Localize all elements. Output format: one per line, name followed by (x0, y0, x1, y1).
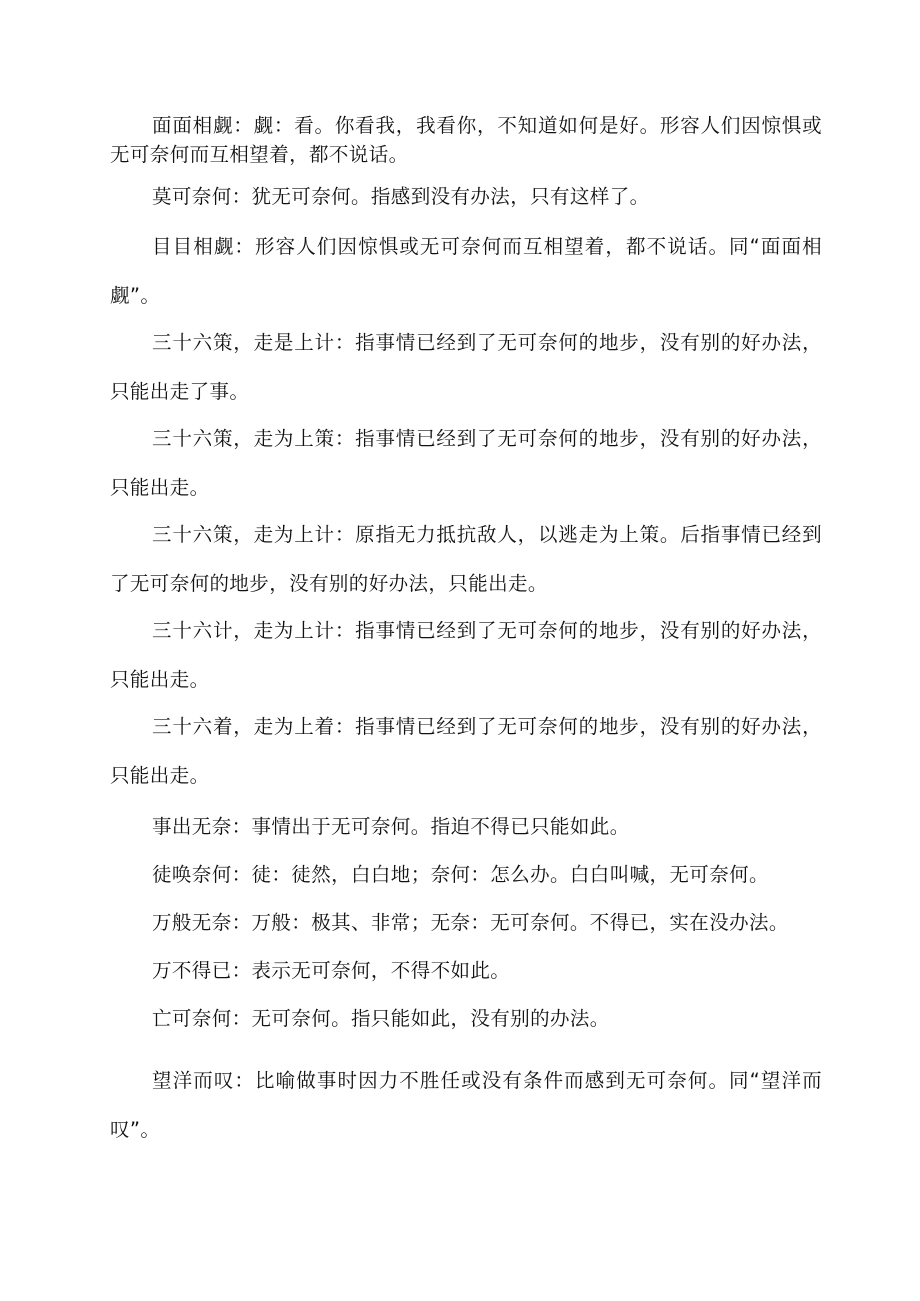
entry-tu-huan-naihe: 徒唤奈何：徒：徒然，白白地；奈何：怎么办。白白叫喊，无可奈何。 (152, 863, 769, 886)
entry-mo-ke-naihe: 莫可奈何：犹无可奈何。指感到没有办法，只有这样了。 (152, 185, 650, 208)
entry-sanshiliu-ce-zou-shi-shangji: 三十六策，走是上计：指事情已经到了无可奈何的地步，没有别的好办法，只能出走了事。 (110, 331, 822, 403)
entry-sanshiliu-ce-zou-wei-shangce: 三十六策，走为上策：指事情已经到了无可奈何的地步，没有别的好办法，只能出走。 (110, 427, 822, 499)
entry-mianmian-xiangqu: 面面相觑：觑：看。你看我，我看你，不知道如何是好。形容人们因惊惧或无可奈何而互相望着，都不说话。 (110, 114, 822, 166)
entry-shi-chu-wu-nai: 事出无奈：事情出于无可奈何。指迫不得已只能如此。 (152, 815, 630, 838)
entry-sanshiliu-zhao-zou-wei-shangzhao: 三十六着，走为上着：指事情已经到了无可奈何的地步，没有别的好办法，只能出走。 (110, 715, 822, 787)
entry-wanban-wunai: 万般无奈：万般：极其、非常；无奈：无可奈何。不得已，实在没办法。 (152, 911, 789, 934)
entry-wang-yang-er-tan: 望洋而叹：比喻做事时因力不胜任或没有条件而感到无可奈何。同“望洋而叹”。 (110, 1069, 822, 1141)
entry-sanshiliu-ji-zou-wei-shangji: 三十六计，走为上计：指事情已经到了无可奈何的地步，没有别的好办法，只能出走。 (110, 619, 822, 691)
entry-sanshiliu-ce-zou-wei-shangji: 三十六策，走为上计：原指无力抵抗敌人，以逃走为上策。后指事情已经到了无可奈何的地步，没有别的好办法，只能出走。 (110, 523, 822, 595)
entry-wang-ke-naihe: 亡可奈何：无可奈何。指只能如此，没有别的办法。 (152, 1007, 610, 1030)
entry-mumu-xiangqu: 目目相觑：形容人们因惊惧或无可奈何而互相望着，都不说话。同“面面相觑”。 (110, 235, 822, 307)
entry-wan-bu-de-yi: 万不得已：表示无可奈何，不得不如此。 (152, 959, 511, 982)
